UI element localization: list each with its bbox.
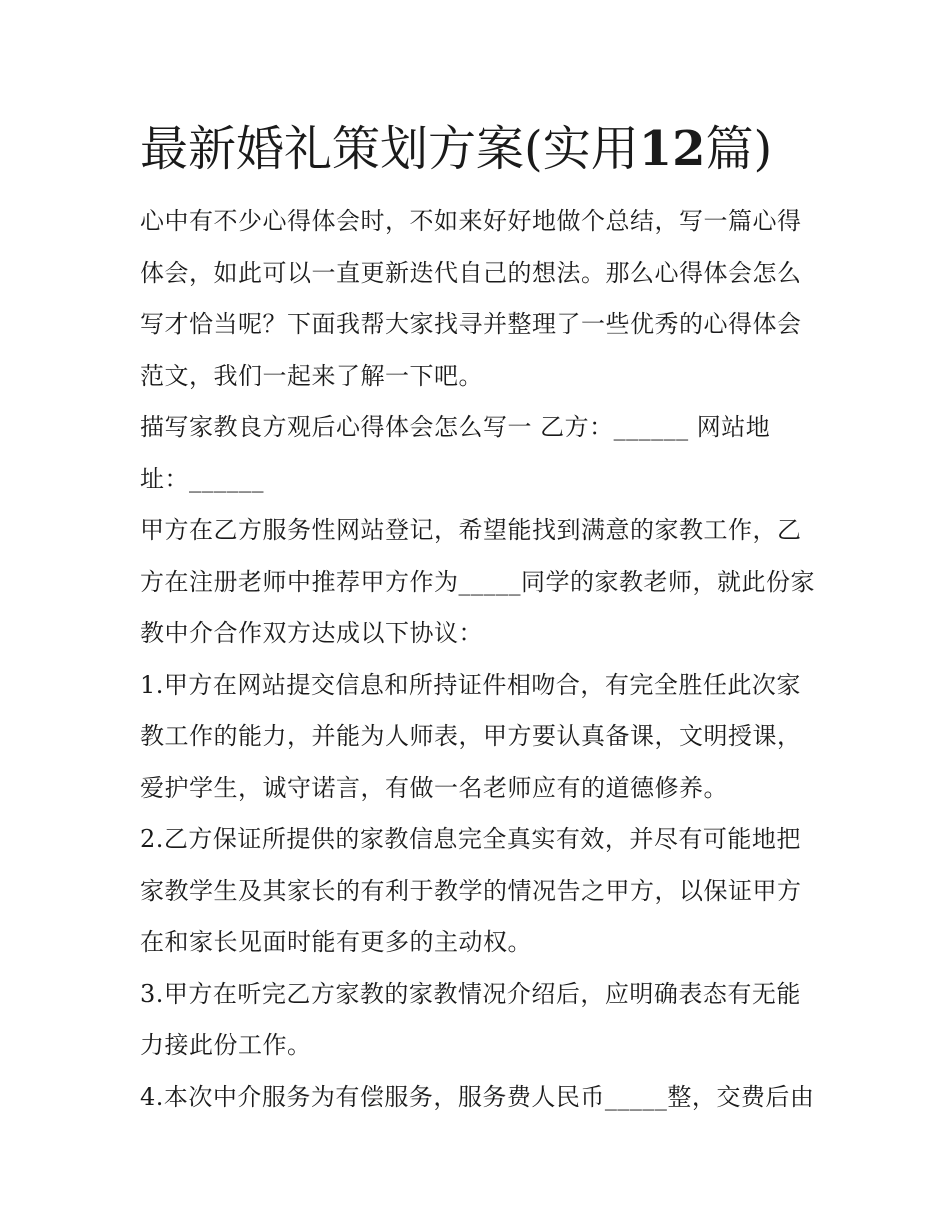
clause-3-paragraph: 3.甲方在听完乙方家教的家教情况介绍后，应明确表态有无能力接此份工作。: [140, 979, 801, 1059]
title-suffix: 篇): [705, 121, 773, 177]
title-prefix: 最新婚礼策划方案(实用: [140, 121, 639, 177]
clause-1-paragraph: 1.甲方在网站提交信息和所持证件相吻合，有完全胜任此次家教工作的能力，并能为人师表，甲方要认真备课，文明授课，爱护学生，诚守诺言，有做一名老师应有的道德修养。: [140, 670, 802, 802]
section-heading-paragraph: 描写家教良方观后心得体会怎么写一 乙方：______ 网站地址：______: [140, 413, 771, 493]
title-number: 12: [638, 121, 706, 177]
agreement-preamble-paragraph: 甲方在乙方服务性网站登记，希望能找到满意的家教工作，乙方在注册老师中推荐甲方作为_____同学的家教老师，就此份家教中介合作双方达成以下协议：: [140, 516, 815, 647]
document-title: [140, 110, 816, 188]
intro-paragraph: 心中有不少心得体会时，不如来好好地做个总结，写一篇心得体会，如此可以一直更新迭代自己的想法。那么心得体会怎么写才恰当呢？下面我帮大家找寻并整理了一些优秀的心得体会范文，我们一起来了解一下吧。: [140, 207, 802, 390]
clause-2-paragraph: 2.乙方保证所提供的家教信息完全真实有效，并尽有可能地把家教学生及其家长的有利于教学的情况告之甲方，以保证甲方在和家长见面时能有更多的主动权。: [140, 825, 802, 956]
clause-4-paragraph: 4.本次中介服务为有偿服务，服务费人民币_____整，交费后由: [140, 1082, 815, 1111]
document-page: [140, 110, 816, 1123]
